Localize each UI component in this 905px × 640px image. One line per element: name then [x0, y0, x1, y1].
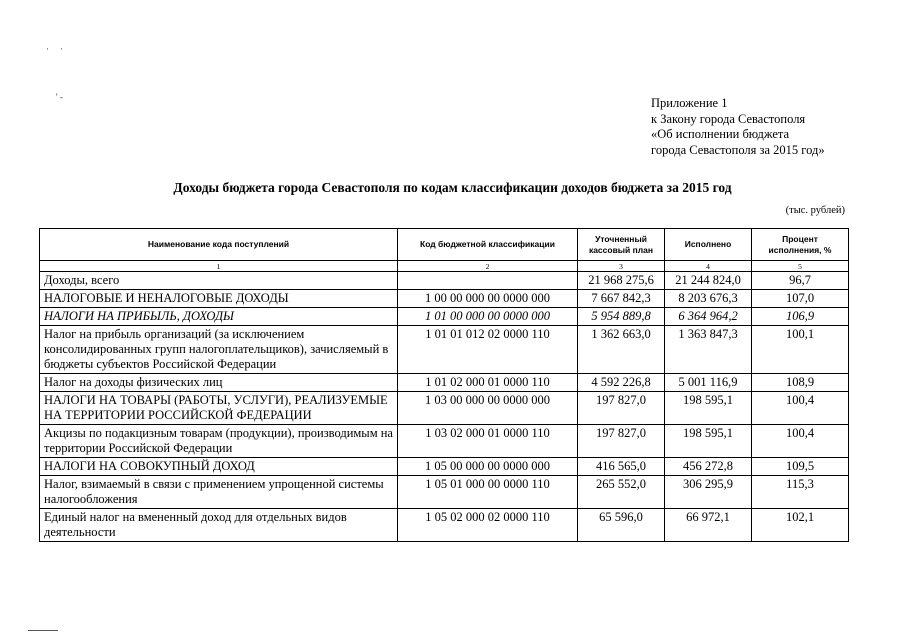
document-title: Доходы бюджета города Севастополя по кодам классификации доходов бюджета за 2015 год	[173, 180, 732, 195]
appendix-note	[651, 96, 825, 158]
header-plan: Уточненный кассовый план	[578, 229, 665, 261]
cell-code	[398, 272, 578, 290]
cell-done: 456 272,8	[665, 458, 752, 476]
cell-name: Налог на доходы физических лиц	[40, 374, 398, 392]
table-row	[40, 458, 849, 476]
table-row	[40, 308, 849, 326]
cell-percent: 102,1	[752, 509, 849, 542]
cell-code: 1 03 00 000 00 0000 000	[398, 392, 578, 425]
scan-speck: ' -	[56, 92, 63, 102]
cell-percent: 115,3	[752, 476, 849, 509]
table-row	[40, 425, 849, 458]
cell-name: НАЛОГОВЫЕ И НЕНАЛОГОВЫЕ ДОХОДЫ	[40, 290, 398, 308]
cell-done: 66 972,1	[665, 509, 752, 542]
cell-code: 1 05 01 000 00 0000 110	[398, 476, 578, 509]
cell-plan: 5 954 889,8	[578, 308, 665, 326]
table-header-row	[40, 229, 849, 261]
table-row	[40, 272, 849, 290]
cell-percent: 106,9	[752, 308, 849, 326]
cell-percent: 100,1	[752, 326, 849, 374]
scan-edge-mark	[28, 630, 58, 631]
appendix-line: «Об исполнении бюджета	[651, 127, 790, 141]
header-name: Наименование кода поступлений	[40, 229, 398, 261]
cell-name: Единый налог на вмененный доход для отдельных видов деятельности	[40, 509, 398, 542]
table-row	[40, 509, 849, 542]
appendix-line: к Закону города Севастополя	[651, 111, 806, 126]
cell-plan: 265 552,0	[578, 476, 665, 509]
cell-plan: 65 596,0	[578, 509, 665, 542]
table-row	[40, 290, 849, 308]
cell-done: 198 595,1	[665, 392, 752, 425]
cell-name: НАЛОГИ НА ТОВАРЫ (РАБОТЫ, УСЛУГИ), РЕАЛИЗУЕМЫЕ НА ТЕРРИТОРИИ РОССИЙСКОЙ ФЕДЕРАЦИИ	[40, 392, 398, 425]
cell-code: 1 05 02 000 02 0000 110	[398, 509, 578, 542]
header-done: Исполнено	[665, 229, 752, 261]
revenue-table	[39, 228, 849, 542]
cell-plan: 197 827,0	[578, 425, 665, 458]
cell-name: Налог, взимаемый в связи с применением упрощенной системы налогообложения	[40, 476, 398, 509]
table-body	[40, 261, 849, 542]
cell-code: 1 01 02 000 01 0000 110	[398, 374, 578, 392]
cell-done: 306 295,9	[665, 476, 752, 509]
table-row	[40, 374, 849, 392]
appendix-line: Приложение 1	[651, 96, 728, 110]
column-number: 5	[752, 261, 849, 272]
cell-code: 1 00 00 000 00 0000 000	[398, 290, 578, 308]
cell-percent: 108,9	[752, 374, 849, 392]
cell-plan: 1 362 663,0	[578, 326, 665, 374]
unit-note: (тыс. рублей)	[785, 205, 845, 216]
cell-name: НАЛОГИ НА ПРИБЫЛЬ, ДОХОДЫ	[40, 308, 398, 326]
column-number: 1	[40, 261, 398, 272]
cell-name: НАЛОГИ НА СОВОКУПНЫЙ ДОХОД	[40, 458, 398, 476]
cell-percent: 100,4	[752, 392, 849, 425]
cell-percent: 109,5	[752, 458, 849, 476]
table-row	[40, 326, 849, 374]
cell-plan: 416 565,0	[578, 458, 665, 476]
header-code: Код бюджетной классификации	[398, 229, 578, 261]
cell-name: Доходы, всего	[40, 272, 398, 290]
scan-speck: ·	[46, 44, 49, 54]
scan-speck: ·	[60, 44, 63, 54]
cell-name: Акцизы по подакцизным товарам (продукции), производимым на территории Российской Федерации	[40, 425, 398, 458]
table-row	[40, 392, 849, 425]
column-number: 4	[665, 261, 752, 272]
column-number: 2	[398, 261, 578, 272]
cell-name: Налог на прибыль организаций (за исключением консолидированных групп налогоплательщиков), зачисляемый в бюджеты субъектов Российской Федерации	[40, 326, 398, 374]
cell-done: 21 244 824,0	[665, 272, 752, 290]
cell-done: 5 001 116,9	[665, 374, 752, 392]
cell-percent: 107,0	[752, 290, 849, 308]
header-percent: Процент исполнения, %	[752, 229, 849, 261]
cell-percent: 100,4	[752, 425, 849, 458]
cell-code: 1 03 02 000 01 0000 110	[398, 425, 578, 458]
cell-code: 1 01 01 012 02 0000 110	[398, 326, 578, 374]
cell-done: 6 364 964,2	[665, 308, 752, 326]
cell-plan: 197 827,0	[578, 392, 665, 425]
cell-percent: 96,7	[752, 272, 849, 290]
cell-code: 1 05 00 000 00 0000 000	[398, 458, 578, 476]
column-number: 3	[578, 261, 665, 272]
cell-done: 198 595,1	[665, 425, 752, 458]
cell-done: 1 363 847,3	[665, 326, 752, 374]
table-row	[40, 476, 849, 509]
column-number-row	[40, 261, 849, 272]
appendix-line: города Севастополя за 2015 год»	[651, 142, 825, 157]
cell-plan: 7 667 842,3	[578, 290, 665, 308]
cell-code: 1 01 00 000 00 0000 000	[398, 308, 578, 326]
cell-plan: 4 592 226,8	[578, 374, 665, 392]
cell-done: 8 203 676,3	[665, 290, 752, 308]
cell-plan: 21 968 275,6	[578, 272, 665, 290]
